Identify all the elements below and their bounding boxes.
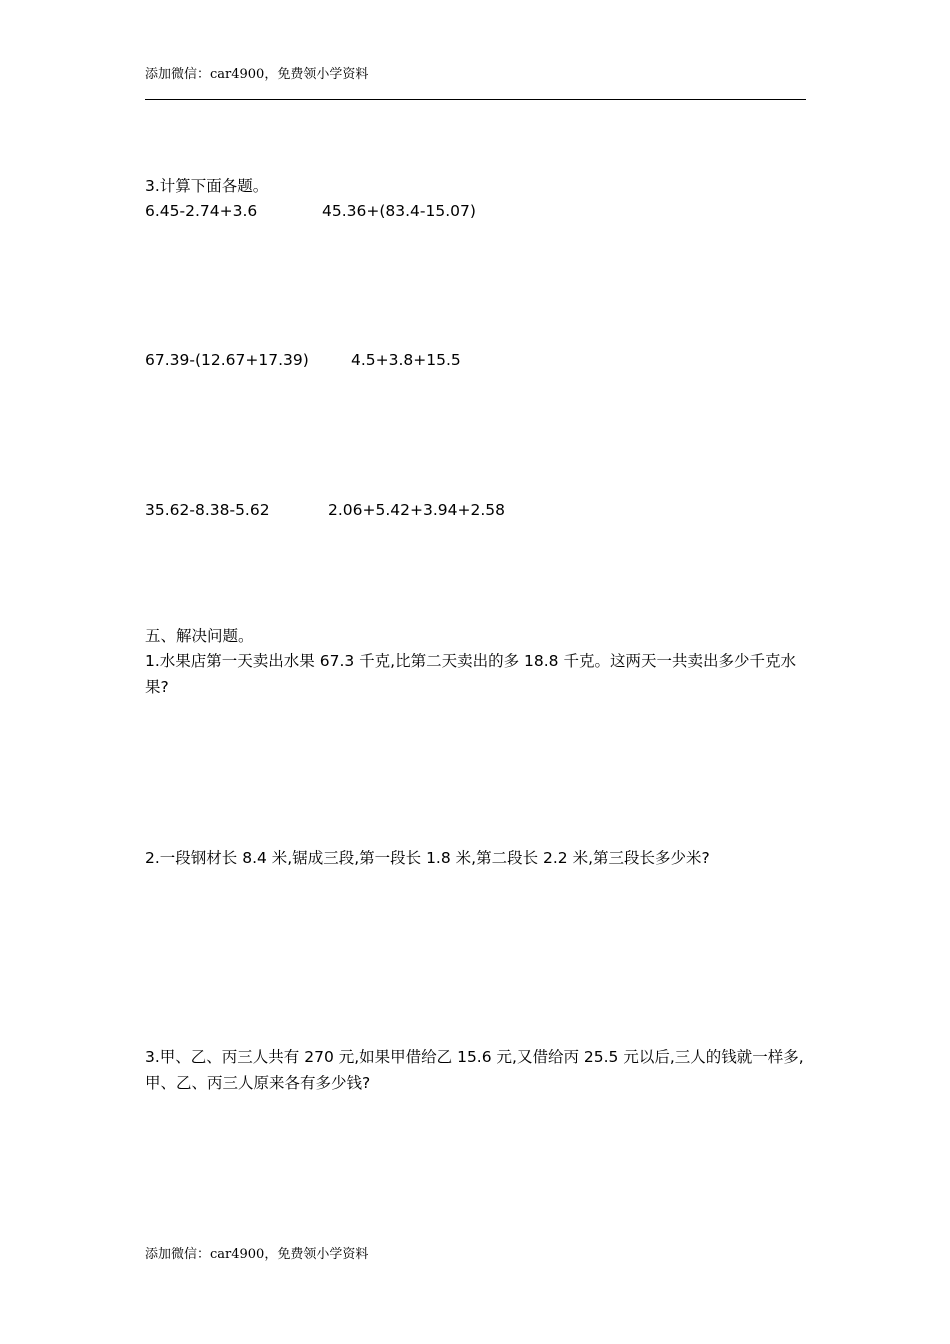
calc-expression: 67.39-(12.67+17.39) bbox=[145, 351, 309, 369]
word-problem: 1.水果店第一天卖出水果 67.3 千克,比第二天卖出的多 18.8 千克。这两天一共卖出多少千克水果? bbox=[145, 652, 796, 696]
calc-expression: 2.06+5.42+3.94+2.58 bbox=[328, 501, 506, 519]
page-footer: 添加微信：car4900，免费领小学资料 bbox=[145, 1247, 369, 1262]
calc-expression: 35.62-8.38-5.62 bbox=[145, 501, 270, 519]
header-text: 添加微信：car4900，免费领小学资料 bbox=[145, 67, 369, 82]
word-problems-title: 五、解决问题。 bbox=[145, 627, 254, 645]
calc-expression: 4.5+3.8+15.5 bbox=[351, 351, 461, 369]
calc-section-title: 3.计算下面各题。 bbox=[145, 177, 269, 195]
calc-expression: 6.45-2.74+3.6 bbox=[145, 202, 258, 220]
header-divider bbox=[145, 99, 806, 100]
calc-expression: 45.36+(83.4-15.07) bbox=[322, 202, 476, 220]
word-problem: 3.甲、乙、丙三人共有 270 元,如果甲借给乙 15.6 元,又借给丙 25.5 元以后,三人的钱就一样多,甲、乙、丙三人原来各有多少钱? bbox=[145, 1048, 804, 1092]
word-problem: 2.一段钢材长 8.4 米,锯成三段,第一段长 1.8 米,第二段长 2.2 米,第三段长多少米? bbox=[145, 849, 710, 867]
